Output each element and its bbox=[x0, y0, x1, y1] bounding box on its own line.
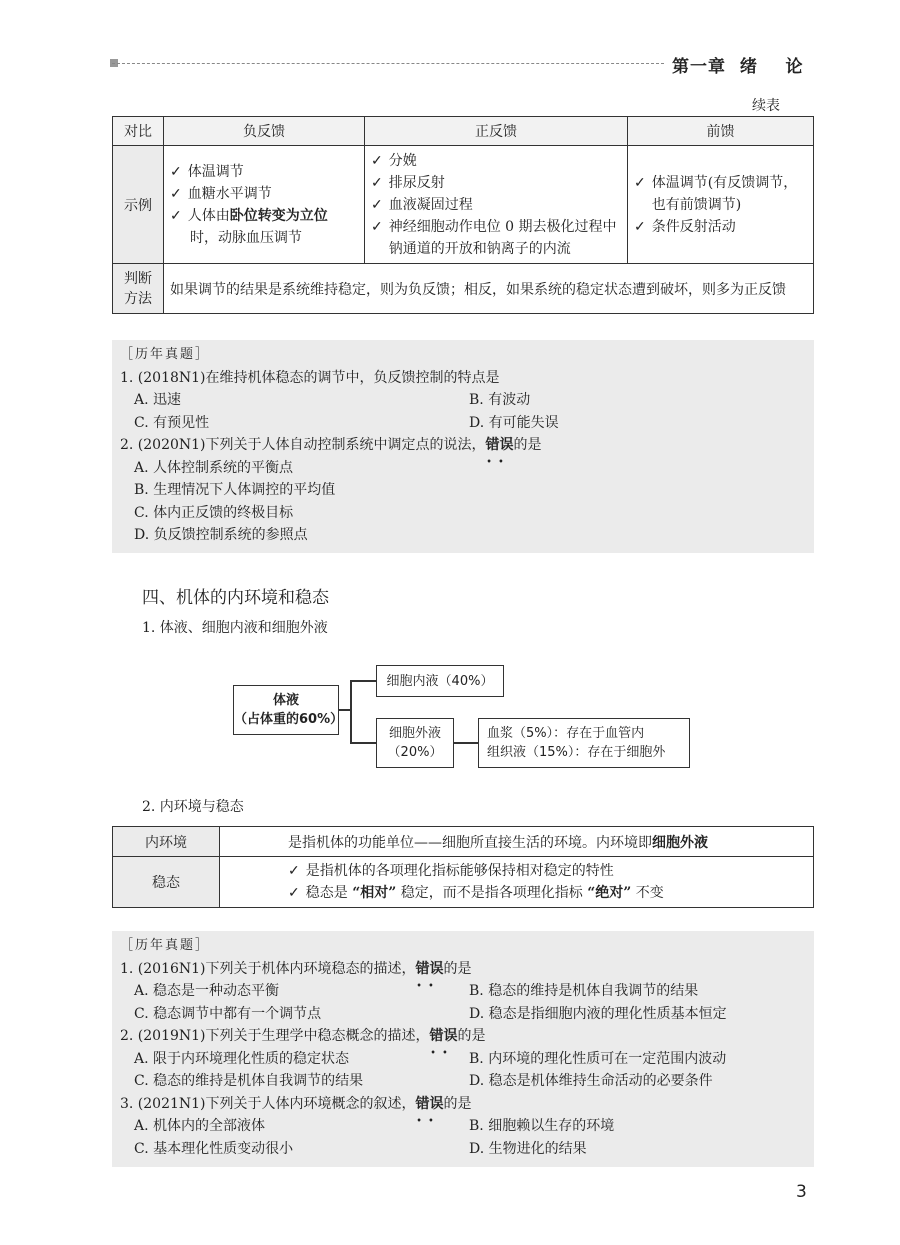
emphasis-wrong: 错误 • • bbox=[486, 437, 514, 453]
body-fluid-box bbox=[233, 685, 344, 735]
icf-box: 细胞内液（40%） bbox=[376, 665, 504, 697]
question-text-end: 的是 bbox=[457, 1028, 486, 1044]
row-label-judge: 判断方法 bbox=[113, 264, 164, 314]
emphasis-text: “绝对” bbox=[587, 885, 632, 901]
list-item-text: 神经细胞动作电位 0 期去极化过程中钠通道的开放和钠离子的内流 bbox=[388, 218, 617, 257]
question-2 bbox=[112, 1025, 814, 1048]
past-exam-box-1 bbox=[112, 340, 814, 553]
option-b: B. 生理情况下人体调控的平均值 bbox=[134, 482, 336, 498]
text: 稳定，而不是指各项理化指标 bbox=[396, 885, 588, 901]
body-fluid-percent: （占体重的60%） bbox=[234, 712, 344, 727]
option-b: B. 内环境的理化性质可在一定范围内波动 bbox=[469, 1050, 727, 1067]
ecf-label: 细胞外液 bbox=[388, 726, 441, 741]
cell-negative-examples bbox=[164, 146, 365, 264]
table-row-judge bbox=[113, 264, 814, 314]
subsection-2-title: 2. 内环境与稳态 bbox=[142, 799, 244, 815]
options-row bbox=[112, 1003, 814, 1026]
options-row bbox=[112, 980, 814, 1003]
row-label-internal-env: 内环境 bbox=[113, 827, 220, 857]
option-b: B. 稳态的维持是机体自我调节的结果 bbox=[469, 983, 699, 999]
question-1: 1. (2018N1)在维持机体稳态的调节中，负反馈控制的特点是 bbox=[120, 369, 500, 386]
option-c: C. 体内正反馈的终极目标 bbox=[134, 504, 294, 521]
option-a: A. 机体内的全部液体 bbox=[134, 1118, 266, 1134]
emphasis-text: 细胞外液 bbox=[652, 834, 708, 851]
table-row-example bbox=[113, 146, 814, 264]
cell-internal-env bbox=[220, 827, 814, 857]
options-row bbox=[112, 412, 814, 435]
emphasis-wrong: 错误 • • bbox=[430, 1028, 458, 1044]
interstitial-label: 组织液（15%）：存在于细胞外 bbox=[487, 745, 666, 760]
list-item: ✓ 稳态是 “相对” 稳定，而不是指各项理化指标 “绝对” 不变 bbox=[288, 885, 664, 901]
option-d: D. 稳态是机体维持生命活动的必要条件 bbox=[469, 1073, 713, 1089]
plasma-label: 血浆（5%）：存在于血管内 bbox=[487, 726, 645, 741]
row-label-example: 示例 bbox=[113, 146, 164, 264]
option-c: C. 稳态的维持是机体自我调节的结果 bbox=[134, 1073, 364, 1089]
subsection-1-title: 1. 体液、细胞内液和细胞外液 bbox=[142, 620, 328, 636]
list-item-text: 人体由 bbox=[187, 207, 230, 224]
text: 不变 bbox=[631, 885, 664, 901]
continued-label: 续表 bbox=[752, 98, 780, 114]
emphasis-wrong: 错误 • • bbox=[416, 961, 444, 977]
emphasis-wrong: 错误 • • bbox=[416, 1096, 444, 1112]
options-row bbox=[112, 389, 814, 412]
row-label-homeostasis: 稳态 bbox=[113, 857, 220, 908]
list-item-continuation: 时，动脉血压调节 bbox=[190, 229, 302, 246]
past-exam-tag: ［历年真题］ bbox=[120, 347, 211, 362]
option-c: C. 有预见性 bbox=[134, 414, 210, 431]
connector-line bbox=[454, 742, 478, 744]
list-item-text: 体温调节(有反馈调节，也有前馈调节) bbox=[651, 174, 798, 213]
list-item: ✓ 条件反射活动 bbox=[634, 216, 807, 238]
options-row bbox=[112, 1115, 814, 1138]
table-row bbox=[113, 857, 814, 908]
header-dashed-rule bbox=[112, 63, 664, 64]
option-d: D. 负反馈控制系统的参照点 bbox=[134, 527, 308, 543]
table-row bbox=[113, 827, 814, 857]
feedback-comparison-table bbox=[112, 116, 814, 314]
option-b: B. 有波动 bbox=[469, 392, 531, 408]
question-3 bbox=[112, 1093, 814, 1116]
list-item: ✓ 是指机体的各项理化指标能够保持相对稳定的特性 bbox=[288, 860, 805, 882]
option-d: D. 有可能失误 bbox=[469, 414, 559, 431]
option-b: B. 细胞赖以生存的环境 bbox=[469, 1118, 615, 1134]
col-header-compare: 对比 bbox=[113, 117, 164, 146]
internal-environment-table bbox=[112, 826, 814, 908]
question-1 bbox=[112, 958, 814, 981]
chapter-title: 第一章 绪 论 bbox=[672, 57, 804, 77]
ecf-box bbox=[376, 718, 454, 768]
list-item: ✓ 体温调节(有反馈调节，也有前馈调节) bbox=[634, 172, 807, 216]
emphasis-text: “相对” bbox=[352, 885, 397, 901]
options-row bbox=[112, 1070, 814, 1093]
body-fluid-label: 体液 bbox=[272, 693, 299, 708]
col-header-feedforward: 前馈 bbox=[628, 117, 814, 146]
list-item: ✓ 体温调节 bbox=[170, 161, 358, 183]
col-header-positive: 正反馈 bbox=[365, 117, 628, 146]
question-text: 2. (2019N1)下列关于生理学中稳态概念的描述， bbox=[120, 1028, 430, 1044]
options-row bbox=[112, 1048, 814, 1071]
col-header-negative: 负反馈 bbox=[164, 117, 365, 146]
ecf-percent: （20%） bbox=[387, 745, 443, 760]
option-d: D. 稳态是指细胞内液的理化性质基本恒定 bbox=[469, 1005, 727, 1022]
option-a: A. 限于内环境理化性质的稳定状态 bbox=[134, 1050, 350, 1067]
list-item: ✓ 排尿反射 bbox=[371, 172, 621, 194]
list-item: ✓ 血液凝固过程 bbox=[371, 194, 621, 216]
option-a: A. 人体控制系统的平衡点 bbox=[134, 459, 294, 476]
cell-feedforward-examples bbox=[628, 146, 814, 264]
cell-positive-examples bbox=[365, 146, 628, 264]
option-c: C. 稳态调节中都有一个调节点 bbox=[134, 1005, 322, 1022]
option-a: A. 迅速 bbox=[134, 392, 182, 408]
question-text: 1. (2016N1)下列关于机体内环境稳态的描述， bbox=[120, 960, 416, 977]
list-item: ✓ 血糖水平调节 bbox=[170, 183, 358, 205]
ecf-components-box bbox=[478, 718, 690, 768]
cell-text: 是指机体的功能单位——细胞所直接生活的环境。内环境即 bbox=[288, 834, 652, 851]
option-a: A. 稳态是一种动态平衡 bbox=[134, 983, 280, 999]
question-text-end: 的是 bbox=[443, 960, 472, 977]
past-exam-tag: ［历年真题］ bbox=[120, 938, 211, 953]
text: 稳态是 bbox=[305, 885, 353, 901]
question-text: 3. (2021N1)下列关于人体内环境概念的叙述， bbox=[120, 1095, 416, 1112]
list-item bbox=[170, 205, 358, 227]
question-text-end: 的是 bbox=[513, 437, 542, 453]
option-d: D. 生物进化的结果 bbox=[469, 1140, 587, 1157]
cell-judge-text: 如果调节的结果是系统维持稳定，则为负反馈；相反，如果系统的稳定状态遭到破坏，则多为正反馈 bbox=[164, 264, 814, 314]
cell-homeostasis bbox=[220, 857, 814, 908]
question-text: 2. (2020N1)下列关于人体自动控制系统中调定点的说法， bbox=[120, 437, 486, 453]
emphasis-text: 卧位转变为立位 bbox=[229, 207, 328, 224]
question-2 bbox=[112, 434, 814, 457]
option-c: C. 基本理化性质变动很小 bbox=[134, 1140, 294, 1157]
connector-line bbox=[350, 680, 377, 682]
list-item: ✓ 神经细胞动作电位 0 期去极化过程中钠通道的开放和钠离子的内流 bbox=[371, 216, 621, 260]
section-title: 四、机体的内环境和稳态 bbox=[142, 588, 329, 608]
question-text-end: 的是 bbox=[443, 1095, 472, 1112]
page-number: 3 bbox=[796, 1182, 807, 1202]
table-header-row bbox=[113, 117, 814, 146]
past-exam-box-2 bbox=[112, 931, 814, 1167]
list-item: ✓ 分娩 bbox=[371, 150, 621, 172]
options-row bbox=[112, 1138, 814, 1161]
connector-line bbox=[350, 742, 377, 744]
connector-line bbox=[350, 680, 352, 743]
